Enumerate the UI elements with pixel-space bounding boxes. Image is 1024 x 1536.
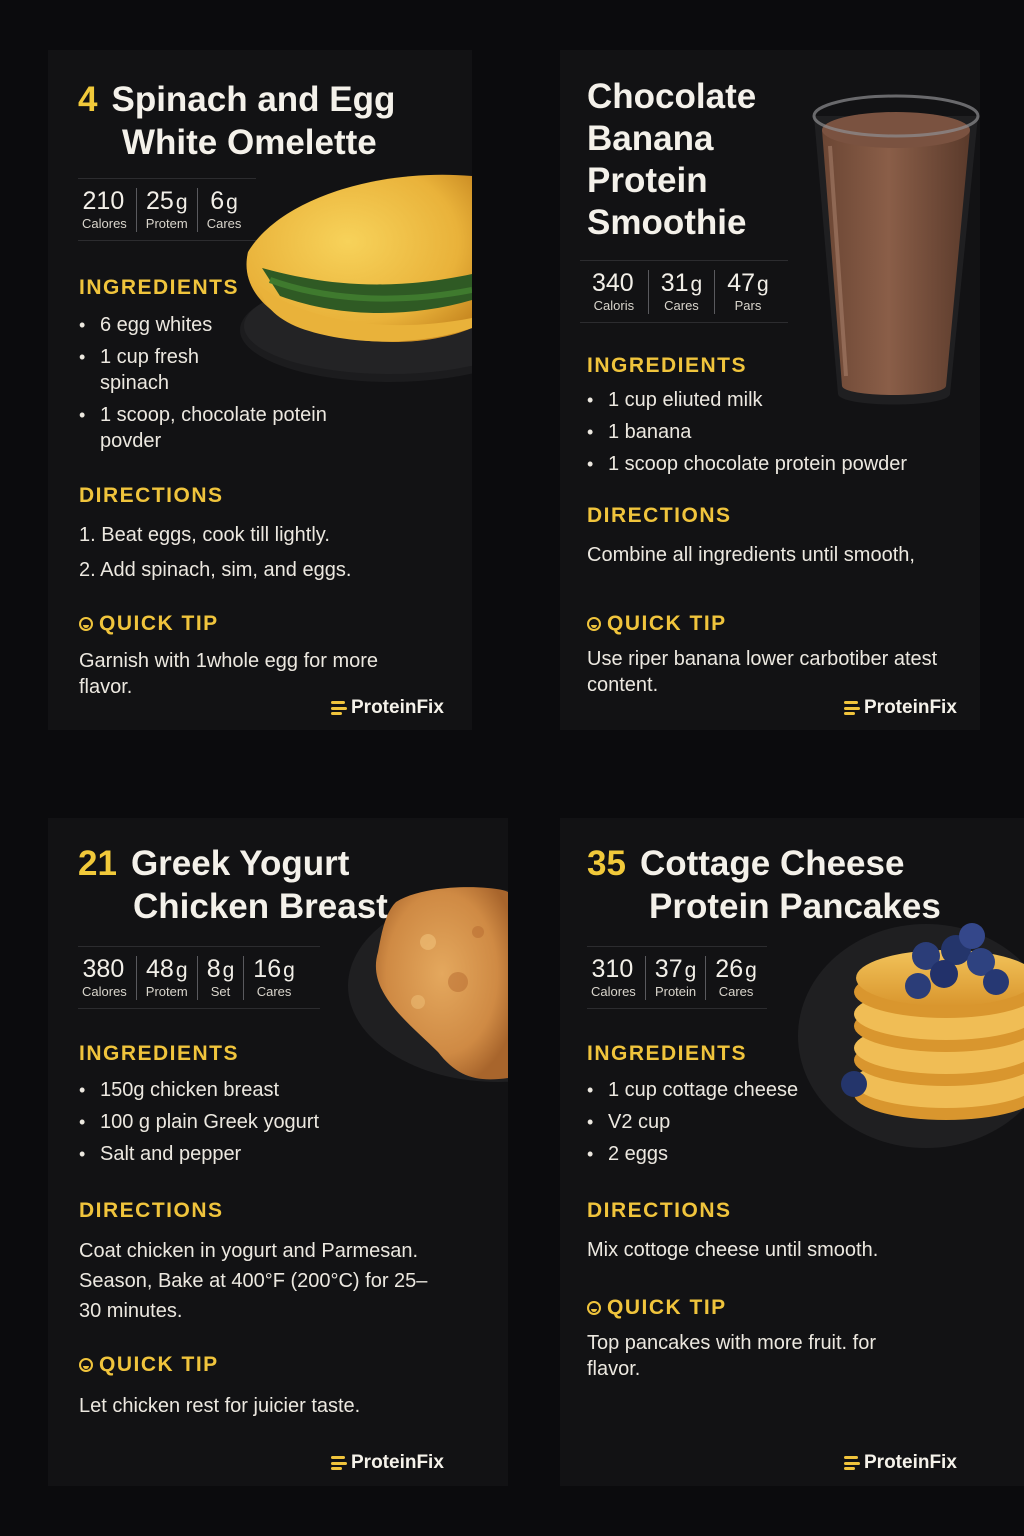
directions-heading: DIRECTIONS [79,484,224,507]
stat-fat: 8g Set [197,956,244,1000]
list-item: • V2 cup [587,1109,807,1135]
recipe-title: 35 Cottage Cheese Protein Pancakes [587,844,941,926]
directions-list [587,542,967,577]
list-item: • 100 g plain Greek yogurt [79,1109,459,1135]
recipe-card-pancakes [560,818,1024,1486]
quick-tip-text: Use riper banana lower carbotiber atest content. [587,648,938,696]
ingredients-list [79,1077,459,1173]
list-item: • 6 egg whites [79,312,269,338]
nutrition-stats [587,946,767,1009]
lightbulb-icon [587,617,601,631]
list-item: Combine all ingredients until smooth, [587,544,915,566]
smoothie-glass-image [808,86,980,426]
ingredients-list [587,387,967,483]
recipe-title: 21 Greek Yogurt Chicken Breast [78,844,388,926]
directions-list [79,522,449,592]
quick-tip-heading: QUICK TIP [79,612,219,636]
brand-logo: ProteinFix [331,1452,444,1474]
directions-text: Coat chicken in yogurt and Parmesan. Season, Bake at 400°F (200°C) for 25–30 minutes. [79,1240,428,1322]
directions-list [587,1237,967,1272]
brand-icon [844,1456,860,1470]
quick-tip-heading: QUICK TIP [79,1353,219,1377]
list-item: • 1 scoop chocolate protein powder [587,451,967,477]
brand-logo: ProteinFix [331,697,444,719]
brand-logo: ProteinFix [844,697,957,719]
stat-calories: 210 Calores [82,187,127,231]
directions-heading: DIRECTIONS [587,1199,732,1222]
ingredients-heading: INGREDIENTS [587,1042,748,1065]
stat-calories: 310 Calores [591,955,636,999]
stat-protein: 48g Protem [136,956,197,1000]
ingredients-heading: INGREDIENTS [79,1042,240,1065]
stat-carbs: 26g Cares [705,956,766,1000]
stat-protein: 37g Protein [645,956,706,1000]
list-item: 1. Beat eggs, cook till lightly. [79,524,330,546]
directions-heading: DIRECTIONS [79,1199,224,1222]
quick-tip-text: Let chicken rest for juicier taste. [79,1395,361,1417]
brand-icon [331,1456,347,1470]
brand-icon [844,701,860,715]
list-item: • 1 banana [587,419,967,445]
brand-logo: ProteinFix [844,1452,957,1474]
recipe-number: 21 [78,844,117,883]
stat-protein: 47g Pars [714,270,781,314]
quick-tip-heading: QUICK TIP [587,1296,727,1320]
stat-carbs: 31g Cares [648,270,715,314]
lightbulb-icon [79,1358,93,1372]
recipe-card-omelette [48,50,472,730]
pancakes-image [796,906,1024,1156]
stat-calories: 340 Caloris [592,269,635,313]
list-item: • 2 eggs [587,1141,807,1167]
omelette-image [240,168,472,390]
ingredients-list [79,312,327,460]
recipe-number: 35 [587,844,626,883]
ingredients-heading: INGREDIENTS [79,276,240,299]
quick-tip-heading: QUICK TIP [587,612,727,636]
nutrition-stats [580,260,788,323]
recipe-card-chicken [48,818,508,1486]
stat-protein: 25g Protem [136,188,197,232]
ingredients-heading: INGREDIENTS [587,354,748,377]
list-item: Mix cottoge cheese until smooth. [587,1239,879,1261]
recipe-title: Chocolate Banana Protein Smoothie [587,77,757,242]
nutrition-stats [78,178,256,241]
lightbulb-icon [79,617,93,631]
nutrition-stats [78,946,320,1009]
recipe-title: 4 Spinach and Egg White Omelette [78,80,396,162]
list-item: • 1 cup eliuted milk [587,387,967,413]
list-item: • 150g chicken breast [79,1077,459,1103]
stat-calories: 380 Calores [82,955,127,999]
list-item: • 1 scoop, chocolate potein povder [79,402,330,454]
directions-heading: DIRECTIONS [587,504,732,527]
list-item: 2. Add spinach, sim, and eggs. [79,559,352,581]
chicken-breast-image [348,882,508,1082]
ingredients-list [587,1077,807,1173]
stat-carbs: 16g Cares [243,956,304,1000]
stat-carbs: 6g Cares [197,188,251,232]
quick-tip-text: Top pancakes with more fruit. for flavor. [587,1332,877,1380]
recipe-number: 4 [78,80,98,119]
list-item: • 1 cup fresh spinach [79,344,269,396]
recipe-card-smoothie [560,50,980,730]
list-item: • 1 cup cottage cheese [587,1077,807,1103]
brand-icon [331,701,347,715]
list-item: • Salt and pepper [79,1141,459,1167]
lightbulb-icon [587,1301,601,1315]
quick-tip-text: Garnish with 1whole egg for more flavor. [79,650,379,698]
